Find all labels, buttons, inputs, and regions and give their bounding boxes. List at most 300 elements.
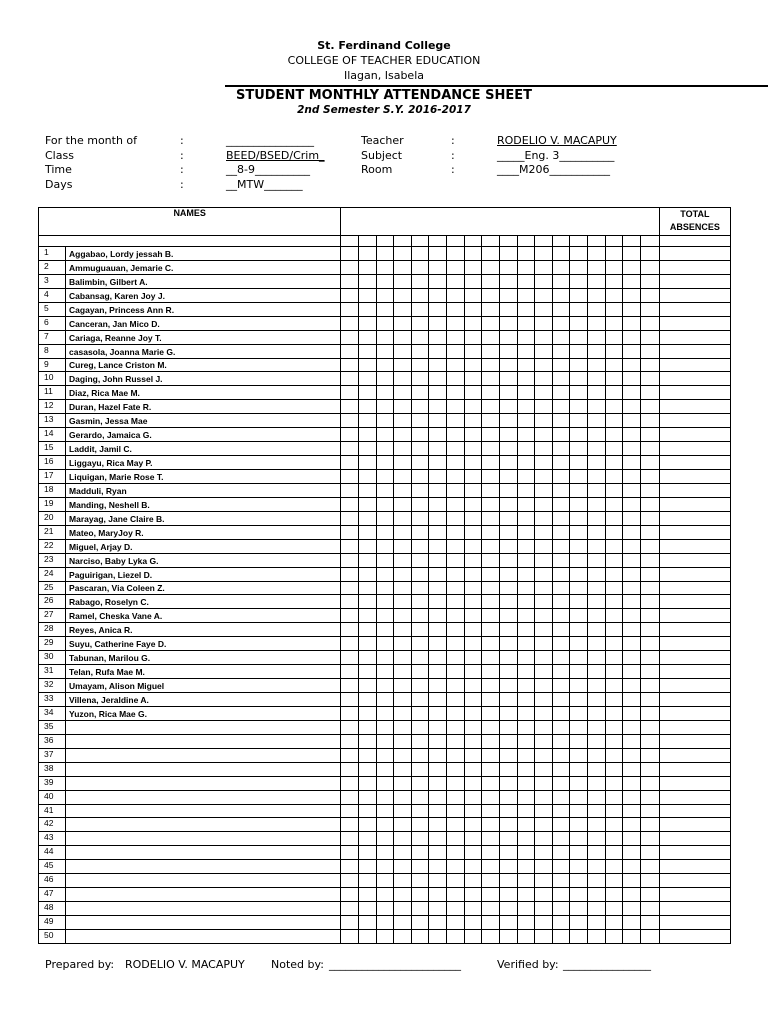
attendance-cell[interactable] <box>482 679 500 693</box>
attendance-cell[interactable] <box>394 414 412 428</box>
attendance-cell[interactable] <box>640 609 659 623</box>
attendance-cell[interactable] <box>535 456 553 470</box>
attendance-cell[interactable] <box>411 888 429 902</box>
attendance-cell[interactable] <box>499 888 517 902</box>
attendance-cell[interactable] <box>535 888 553 902</box>
attendance-cell[interactable] <box>464 470 482 484</box>
attendance-cell[interactable] <box>447 637 465 651</box>
attendance-cell[interactable] <box>517 929 535 943</box>
attendance-cell[interactable] <box>482 888 500 902</box>
attendance-cell[interactable] <box>394 274 412 288</box>
attendance-cell[interactable] <box>535 595 553 609</box>
total-absences-cell[interactable] <box>659 720 730 734</box>
attendance-cell[interactable] <box>623 358 641 372</box>
attendance-cell[interactable] <box>359 483 377 497</box>
attendance-cell[interactable] <box>429 902 447 916</box>
attendance-cell[interactable] <box>394 609 412 623</box>
total-absences-cell[interactable] <box>659 595 730 609</box>
attendance-cell[interactable] <box>587 372 605 386</box>
attendance-cell[interactable] <box>394 567 412 581</box>
attendance-cell[interactable] <box>394 818 412 832</box>
attendance-cell[interactable] <box>359 720 377 734</box>
attendance-cell[interactable] <box>552 637 570 651</box>
attendance-cell[interactable] <box>499 428 517 442</box>
attendance-cell[interactable] <box>464 358 482 372</box>
attendance-cell[interactable] <box>605 288 623 302</box>
attendance-cell[interactable] <box>429 400 447 414</box>
attendance-cell[interactable] <box>429 414 447 428</box>
attendance-cell[interactable] <box>640 302 659 316</box>
attendance-cell[interactable] <box>570 553 588 567</box>
attendance-cell[interactable] <box>429 623 447 637</box>
attendance-cell[interactable] <box>394 581 412 595</box>
attendance-cell[interactable] <box>535 539 553 553</box>
attendance-cell[interactable] <box>447 302 465 316</box>
attendance-cell[interactable] <box>464 511 482 525</box>
attendance-cell[interactable] <box>587 818 605 832</box>
attendance-cell[interactable] <box>587 567 605 581</box>
attendance-cell[interactable] <box>517 916 535 930</box>
attendance-cell[interactable] <box>341 316 359 330</box>
attendance-cell[interactable] <box>464 832 482 846</box>
attendance-cell[interactable] <box>570 902 588 916</box>
attendance-cell[interactable] <box>587 553 605 567</box>
attendance-cell[interactable] <box>552 414 570 428</box>
attendance-cell[interactable] <box>341 665 359 679</box>
total-absences-cell[interactable] <box>659 929 730 943</box>
attendance-cell[interactable] <box>482 804 500 818</box>
attendance-cell[interactable] <box>359 511 377 525</box>
attendance-cell[interactable] <box>499 330 517 344</box>
attendance-cell[interactable] <box>570 302 588 316</box>
attendance-cell[interactable] <box>570 567 588 581</box>
attendance-cell[interactable] <box>605 637 623 651</box>
attendance-cell[interactable] <box>359 762 377 776</box>
attendance-cell[interactable] <box>464 874 482 888</box>
attendance-cell[interactable] <box>570 470 588 484</box>
attendance-cell[interactable] <box>464 693 482 707</box>
attendance-cell[interactable] <box>570 442 588 456</box>
attendance-cell[interactable] <box>429 539 447 553</box>
attendance-cell[interactable] <box>447 553 465 567</box>
attendance-cell[interactable] <box>429 372 447 386</box>
attendance-cell[interactable] <box>394 247 412 261</box>
attendance-cell[interactable] <box>623 929 641 943</box>
attendance-cell[interactable] <box>570 274 588 288</box>
attendance-cell[interactable] <box>359 470 377 484</box>
attendance-cell[interactable] <box>359 581 377 595</box>
attendance-cell[interactable] <box>552 386 570 400</box>
attendance-cell[interactable] <box>359 456 377 470</box>
attendance-cell[interactable] <box>605 665 623 679</box>
attendance-cell[interactable] <box>587 637 605 651</box>
attendance-cell[interactable] <box>394 442 412 456</box>
attendance-cell[interactable] <box>464 916 482 930</box>
attendance-cell[interactable] <box>376 846 394 860</box>
attendance-cell[interactable] <box>359 832 377 846</box>
attendance-cell[interactable] <box>376 274 394 288</box>
attendance-cell[interactable] <box>411 483 429 497</box>
date-header-cell[interactable] <box>605 236 623 247</box>
attendance-cell[interactable] <box>605 442 623 456</box>
attendance-cell[interactable] <box>394 623 412 637</box>
attendance-cell[interactable] <box>570 706 588 720</box>
attendance-cell[interactable] <box>376 456 394 470</box>
attendance-cell[interactable] <box>587 665 605 679</box>
attendance-cell[interactable] <box>429 860 447 874</box>
attendance-cell[interactable] <box>605 706 623 720</box>
attendance-cell[interactable] <box>429 428 447 442</box>
attendance-cell[interactable] <box>535 288 553 302</box>
total-absences-cell[interactable] <box>659 706 730 720</box>
attendance-cell[interactable] <box>447 428 465 442</box>
attendance-cell[interactable] <box>587 720 605 734</box>
attendance-cell[interactable] <box>552 302 570 316</box>
attendance-cell[interactable] <box>499 720 517 734</box>
attendance-cell[interactable] <box>429 497 447 511</box>
attendance-cell[interactable] <box>359 748 377 762</box>
attendance-cell[interactable] <box>464 595 482 609</box>
attendance-cell[interactable] <box>552 483 570 497</box>
attendance-cell[interactable] <box>570 288 588 302</box>
attendance-cell[interactable] <box>570 860 588 874</box>
attendance-cell[interactable] <box>429 316 447 330</box>
attendance-cell[interactable] <box>587 679 605 693</box>
attendance-cell[interactable] <box>359 929 377 943</box>
attendance-cell[interactable] <box>411 414 429 428</box>
attendance-cell[interactable] <box>570 595 588 609</box>
attendance-cell[interactable] <box>411 790 429 804</box>
attendance-cell[interactable] <box>587 623 605 637</box>
attendance-cell[interactable] <box>447 846 465 860</box>
attendance-cell[interactable] <box>482 651 500 665</box>
attendance-cell[interactable] <box>447 274 465 288</box>
attendance-cell[interactable] <box>535 581 553 595</box>
attendance-cell[interactable] <box>376 428 394 442</box>
attendance-cell[interactable] <box>429 483 447 497</box>
attendance-cell[interactable] <box>623 595 641 609</box>
attendance-cell[interactable] <box>605 470 623 484</box>
attendance-cell[interactable] <box>535 567 553 581</box>
attendance-cell[interactable] <box>411 665 429 679</box>
attendance-cell[interactable] <box>570 665 588 679</box>
attendance-cell[interactable] <box>341 274 359 288</box>
attendance-cell[interactable] <box>517 372 535 386</box>
attendance-cell[interactable] <box>482 860 500 874</box>
attendance-cell[interactable] <box>429 302 447 316</box>
attendance-cell[interactable] <box>341 539 359 553</box>
attendance-cell[interactable] <box>499 748 517 762</box>
attendance-cell[interactable] <box>359 386 377 400</box>
total-absences-cell[interactable] <box>659 553 730 567</box>
attendance-cell[interactable] <box>570 790 588 804</box>
attendance-cell[interactable] <box>341 623 359 637</box>
attendance-cell[interactable] <box>623 888 641 902</box>
attendance-cell[interactable] <box>429 609 447 623</box>
attendance-cell[interactable] <box>623 414 641 428</box>
attendance-cell[interactable] <box>359 442 377 456</box>
attendance-cell[interactable] <box>341 734 359 748</box>
attendance-cell[interactable] <box>587 748 605 762</box>
attendance-cell[interactable] <box>394 916 412 930</box>
total-absences-cell[interactable] <box>659 888 730 902</box>
attendance-cell[interactable] <box>429 470 447 484</box>
attendance-cell[interactable] <box>341 525 359 539</box>
attendance-cell[interactable] <box>570 386 588 400</box>
attendance-cell[interactable] <box>552 330 570 344</box>
attendance-cell[interactable] <box>482 553 500 567</box>
attendance-cell[interactable] <box>623 400 641 414</box>
attendance-cell[interactable] <box>447 916 465 930</box>
attendance-cell[interactable] <box>517 274 535 288</box>
attendance-cell[interactable] <box>517 414 535 428</box>
attendance-cell[interactable] <box>411 247 429 261</box>
attendance-cell[interactable] <box>587 386 605 400</box>
attendance-cell[interactable] <box>447 693 465 707</box>
total-absences-cell[interactable] <box>659 832 730 846</box>
attendance-cell[interactable] <box>640 679 659 693</box>
total-absences-cell[interactable] <box>659 818 730 832</box>
attendance-cell[interactable] <box>535 511 553 525</box>
attendance-cell[interactable] <box>517 734 535 748</box>
attendance-cell[interactable] <box>341 818 359 832</box>
attendance-cell[interactable] <box>341 483 359 497</box>
attendance-cell[interactable] <box>499 804 517 818</box>
attendance-cell[interactable] <box>411 470 429 484</box>
attendance-cell[interactable] <box>376 762 394 776</box>
attendance-cell[interactable] <box>464 860 482 874</box>
attendance-cell[interactable] <box>535 372 553 386</box>
attendance-cell[interactable] <box>464 497 482 511</box>
attendance-cell[interactable] <box>535 706 553 720</box>
attendance-cell[interactable] <box>535 483 553 497</box>
attendance-cell[interactable] <box>499 693 517 707</box>
attendance-cell[interactable] <box>535 344 553 358</box>
attendance-cell[interactable] <box>517 818 535 832</box>
attendance-cell[interactable] <box>605 790 623 804</box>
attendance-cell[interactable] <box>623 539 641 553</box>
attendance-cell[interactable] <box>341 414 359 428</box>
attendance-cell[interactable] <box>623 776 641 790</box>
attendance-cell[interactable] <box>447 456 465 470</box>
attendance-cell[interactable] <box>640 525 659 539</box>
attendance-cell[interactable] <box>623 637 641 651</box>
attendance-cell[interactable] <box>552 651 570 665</box>
attendance-cell[interactable] <box>499 511 517 525</box>
attendance-cell[interactable] <box>464 846 482 860</box>
attendance-cell[interactable] <box>517 316 535 330</box>
attendance-cell[interactable] <box>411 832 429 846</box>
attendance-cell[interactable] <box>482 511 500 525</box>
attendance-cell[interactable] <box>535 804 553 818</box>
attendance-cell[interactable] <box>411 400 429 414</box>
attendance-cell[interactable] <box>341 860 359 874</box>
attendance-cell[interactable] <box>552 470 570 484</box>
attendance-cell[interactable] <box>464 288 482 302</box>
attendance-cell[interactable] <box>605 456 623 470</box>
attendance-cell[interactable] <box>482 874 500 888</box>
attendance-cell[interactable] <box>429 790 447 804</box>
attendance-cell[interactable] <box>623 916 641 930</box>
attendance-cell[interactable] <box>376 706 394 720</box>
attendance-cell[interactable] <box>517 595 535 609</box>
attendance-cell[interactable] <box>623 511 641 525</box>
attendance-cell[interactable] <box>552 358 570 372</box>
attendance-cell[interactable] <box>552 428 570 442</box>
attendance-cell[interactable] <box>394 651 412 665</box>
attendance-cell[interactable] <box>429 581 447 595</box>
attendance-cell[interactable] <box>587 762 605 776</box>
attendance-cell[interactable] <box>587 916 605 930</box>
attendance-cell[interactable] <box>623 497 641 511</box>
attendance-cell[interactable] <box>394 679 412 693</box>
attendance-cell[interactable] <box>570 679 588 693</box>
attendance-cell[interactable] <box>359 679 377 693</box>
attendance-cell[interactable] <box>447 609 465 623</box>
attendance-cell[interactable] <box>411 804 429 818</box>
attendance-cell[interactable] <box>482 665 500 679</box>
attendance-cell[interactable] <box>517 706 535 720</box>
total-absences-cell[interactable] <box>659 748 730 762</box>
attendance-cell[interactable] <box>605 428 623 442</box>
date-header-cell[interactable] <box>623 236 641 247</box>
attendance-cell[interactable] <box>464 567 482 581</box>
attendance-cell[interactable] <box>570 539 588 553</box>
attendance-cell[interactable] <box>341 679 359 693</box>
attendance-cell[interactable] <box>517 623 535 637</box>
attendance-cell[interactable] <box>341 358 359 372</box>
attendance-cell[interactable] <box>429 762 447 776</box>
attendance-cell[interactable] <box>376 525 394 539</box>
attendance-cell[interactable] <box>447 929 465 943</box>
attendance-cell[interactable] <box>341 428 359 442</box>
attendance-cell[interactable] <box>640 651 659 665</box>
attendance-cell[interactable] <box>640 288 659 302</box>
date-header-cell[interactable] <box>429 236 447 247</box>
total-absences-cell[interactable] <box>659 693 730 707</box>
attendance-cell[interactable] <box>394 776 412 790</box>
attendance-cell[interactable] <box>411 456 429 470</box>
attendance-cell[interactable] <box>517 483 535 497</box>
attendance-cell[interactable] <box>640 567 659 581</box>
attendance-cell[interactable] <box>429 776 447 790</box>
attendance-cell[interactable] <box>359 414 377 428</box>
attendance-cell[interactable] <box>640 706 659 720</box>
attendance-cell[interactable] <box>376 400 394 414</box>
date-header-cell[interactable] <box>464 236 482 247</box>
attendance-cell[interactable] <box>517 456 535 470</box>
total-absences-cell[interactable] <box>659 442 730 456</box>
attendance-cell[interactable] <box>376 553 394 567</box>
attendance-cell[interactable] <box>464 790 482 804</box>
total-absences-cell[interactable] <box>659 428 730 442</box>
attendance-cell[interactable] <box>535 734 553 748</box>
attendance-cell[interactable] <box>535 442 553 456</box>
attendance-cell[interactable] <box>535 651 553 665</box>
attendance-cell[interactable] <box>464 720 482 734</box>
attendance-cell[interactable] <box>623 706 641 720</box>
attendance-cell[interactable] <box>535 274 553 288</box>
attendance-cell[interactable] <box>623 372 641 386</box>
attendance-cell[interactable] <box>341 720 359 734</box>
date-header-cell[interactable] <box>640 236 659 247</box>
attendance-cell[interactable] <box>535 386 553 400</box>
attendance-cell[interactable] <box>429 330 447 344</box>
attendance-cell[interactable] <box>517 720 535 734</box>
attendance-cell[interactable] <box>535 470 553 484</box>
attendance-cell[interactable] <box>411 902 429 916</box>
total-absences-cell[interactable] <box>659 344 730 358</box>
attendance-cell[interactable] <box>605 762 623 776</box>
attendance-cell[interactable] <box>482 637 500 651</box>
attendance-cell[interactable] <box>394 929 412 943</box>
attendance-cell[interactable] <box>447 247 465 261</box>
attendance-cell[interactable] <box>499 400 517 414</box>
attendance-cell[interactable] <box>376 832 394 846</box>
attendance-cell[interactable] <box>447 400 465 414</box>
attendance-cell[interactable] <box>517 511 535 525</box>
attendance-cell[interactable] <box>394 428 412 442</box>
attendance-cell[interactable] <box>499 860 517 874</box>
attendance-cell[interactable] <box>587 595 605 609</box>
attendance-cell[interactable] <box>464 929 482 943</box>
attendance-cell[interactable] <box>499 316 517 330</box>
attendance-cell[interactable] <box>640 414 659 428</box>
attendance-cell[interactable] <box>341 832 359 846</box>
attendance-cell[interactable] <box>623 651 641 665</box>
attendance-cell[interactable] <box>517 846 535 860</box>
attendance-cell[interactable] <box>376 344 394 358</box>
attendance-cell[interactable] <box>411 762 429 776</box>
attendance-cell[interactable] <box>623 456 641 470</box>
attendance-cell[interactable] <box>447 567 465 581</box>
attendance-cell[interactable] <box>640 372 659 386</box>
attendance-cell[interactable] <box>341 651 359 665</box>
attendance-cell[interactable] <box>376 288 394 302</box>
date-header-cell[interactable] <box>535 236 553 247</box>
total-absences-cell[interactable] <box>659 470 730 484</box>
attendance-cell[interactable] <box>552 832 570 846</box>
attendance-cell[interactable] <box>394 344 412 358</box>
attendance-cell[interactable] <box>376 929 394 943</box>
attendance-cell[interactable] <box>341 902 359 916</box>
attendance-cell[interactable] <box>464 414 482 428</box>
attendance-cell[interactable] <box>587 344 605 358</box>
attendance-cell[interactable] <box>517 330 535 344</box>
attendance-cell[interactable] <box>640 734 659 748</box>
attendance-cell[interactable] <box>376 748 394 762</box>
total-absences-cell[interactable] <box>659 665 730 679</box>
attendance-cell[interactable] <box>517 497 535 511</box>
attendance-cell[interactable] <box>464 637 482 651</box>
attendance-cell[interactable] <box>359 260 377 274</box>
attendance-cell[interactable] <box>535 302 553 316</box>
attendance-cell[interactable] <box>517 247 535 261</box>
attendance-cell[interactable] <box>447 706 465 720</box>
attendance-cell[interactable] <box>447 330 465 344</box>
attendance-cell[interactable] <box>376 734 394 748</box>
attendance-cell[interactable] <box>482 623 500 637</box>
attendance-cell[interactable] <box>464 665 482 679</box>
attendance-cell[interactable] <box>429 888 447 902</box>
attendance-cell[interactable] <box>429 386 447 400</box>
attendance-cell[interactable] <box>447 790 465 804</box>
attendance-cell[interactable] <box>394 693 412 707</box>
attendance-cell[interactable] <box>623 344 641 358</box>
attendance-cell[interactable] <box>341 386 359 400</box>
attendance-cell[interactable] <box>394 902 412 916</box>
attendance-cell[interactable] <box>359 790 377 804</box>
